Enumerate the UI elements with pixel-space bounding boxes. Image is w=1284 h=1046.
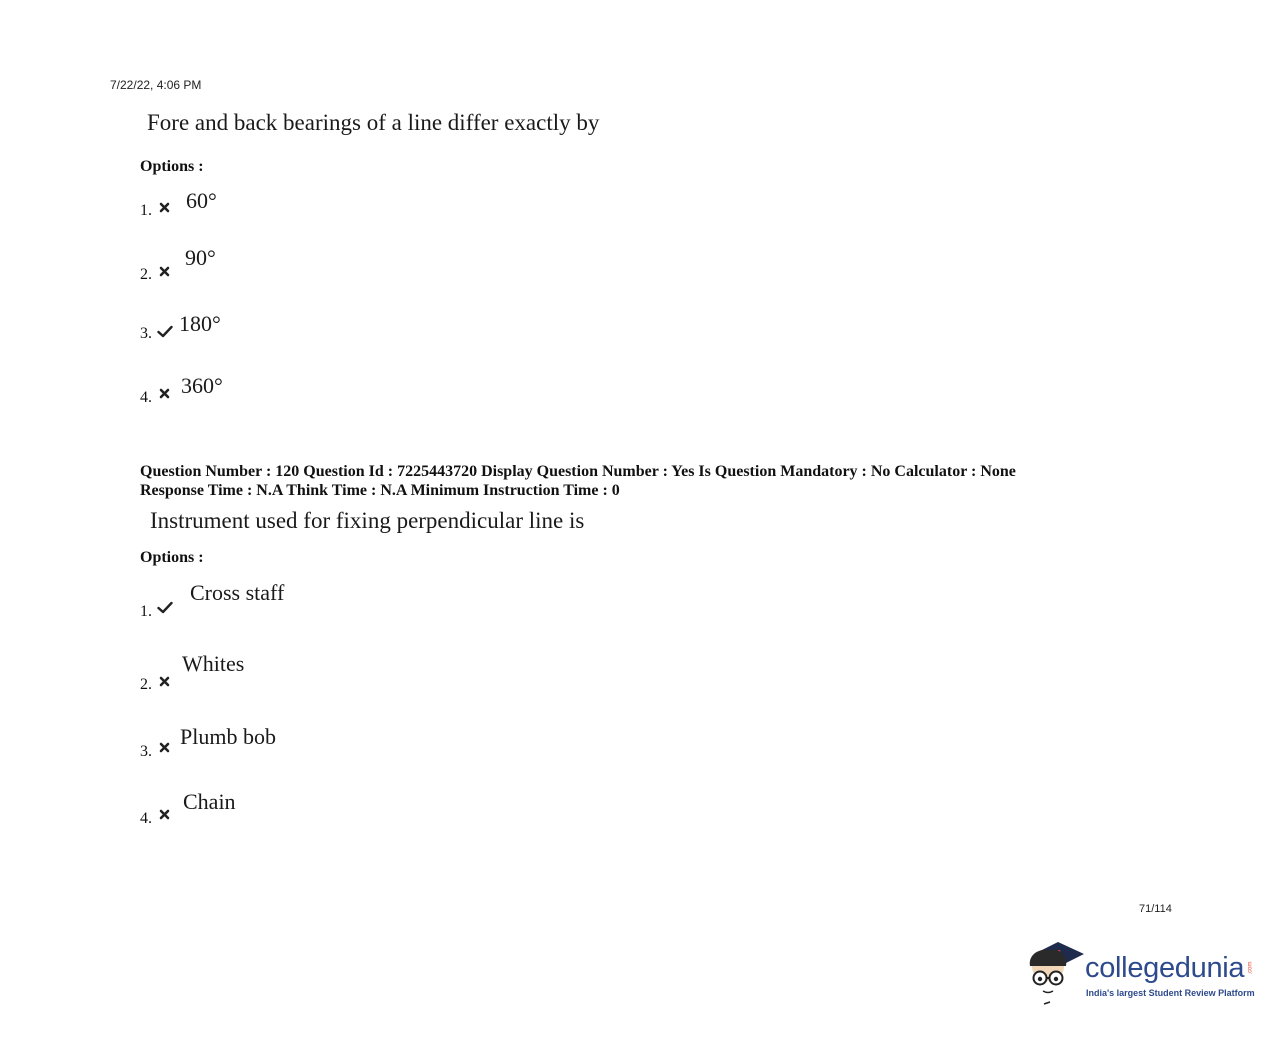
q1-option-1-text: 60° <box>186 188 217 213</box>
print-timestamp: 7/22/22, 4:06 PM <box>110 78 202 92</box>
q1-option-2-number: 2. <box>140 266 152 283</box>
q2-option-3-number: 3. <box>140 743 152 760</box>
logo-tagline: India's largest Student Review Platform <box>1086 988 1255 998</box>
question-1-options-heading: Options : <box>140 158 204 175</box>
q2-option-1-text: Cross staff <box>190 580 285 605</box>
q2-option-4-number: 4. <box>140 810 152 827</box>
q1-option-4-text: 360° <box>181 373 223 398</box>
cross-icon <box>159 388 172 401</box>
q1-option-4-number: 4. <box>140 389 152 406</box>
question-2-meta-line-2: Response Time : N.A Think Time : N.A Minimum Instruction Time : 0 <box>140 482 620 499</box>
question-2-options-heading: Options : <box>140 549 204 566</box>
q2-option-2-text: Whites <box>182 651 245 676</box>
cross-icon <box>159 266 172 279</box>
question-2-text: Instrument used for fixing perpendicular line is <box>150 508 585 533</box>
q2-option-2-number: 2. <box>140 676 152 693</box>
cross-icon <box>159 676 172 689</box>
q2-option-3-text: Plumb bob <box>180 724 276 749</box>
question-2-meta-line-1: Question Number : 120 Question Id : 7225443720 Display Question Number : Yes Is Question Mandatory : No Calculator : None <box>140 463 1016 480</box>
q1-option-1-number: 1. <box>140 202 152 219</box>
q2-option-4-text: Chain <box>183 789 236 814</box>
q1-option-2-text: 90° <box>185 245 216 270</box>
logo-brand-text: collegedunia <box>1085 952 1245 984</box>
q1-option-3-number: 3. <box>140 325 152 342</box>
logo-dotcom: .com <box>1247 961 1254 975</box>
cross-icon <box>159 202 172 215</box>
q1-option-3-text: 180° <box>179 311 221 336</box>
check-icon <box>157 325 170 338</box>
mascot-icon <box>1024 938 1086 1010</box>
check-icon <box>157 601 170 614</box>
cross-icon <box>159 809 172 822</box>
page-number: 71/114 <box>1139 903 1172 915</box>
q2-option-1-number: 1. <box>140 603 152 620</box>
collegedunia-logo <box>1024 938 1264 1010</box>
cross-icon <box>159 742 172 755</box>
question-1-text: Fore and back bearings of a line differ exactly by <box>147 110 600 135</box>
